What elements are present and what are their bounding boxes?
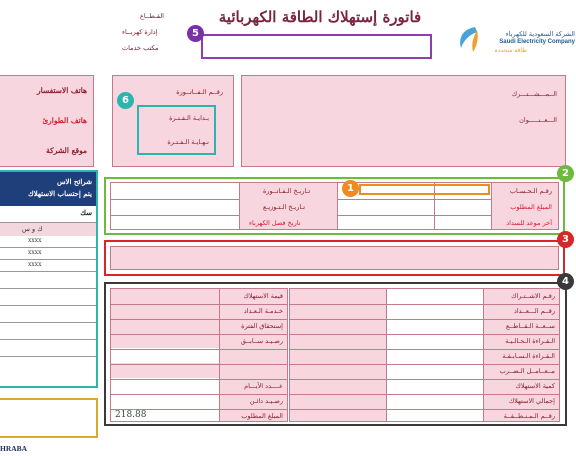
marker-5: 5 [187,25,204,42]
period-end-label: نـهـايـة الـفـتـرة [167,138,209,146]
last-payment-date-label: آخر موعد للسداد [506,219,552,227]
meter-label: إجمالي الاستهلاك [508,397,555,405]
notice-box [104,240,565,276]
invoice-number-label: رقــم الـفــاتــورة [176,88,223,96]
company-site-label: موقع الشركة [46,146,87,155]
charge-label: خـدمـة الـعـداد [243,307,283,315]
company-name-ar: الشركة السعودية للكهرباء [505,30,575,38]
tariff-title-line2: يتم إحتساب الاستهلاك [27,189,92,198]
logo-icon [455,24,481,54]
charge-label: المبلغ المطلوب [241,412,283,420]
charge-label: إستحقاق الفترة [241,322,283,330]
account-number-label: رقـم الـحـسـاب [509,187,552,195]
tariff-value: xxxx [28,237,42,244]
period-highlight-box [137,105,216,155]
meter-label: الـقـراءة الـسـابـقـة [502,352,555,360]
tariff-row [0,306,96,323]
subscriber-box [241,75,566,167]
charge-label: عــــدد الأيـــام [244,382,283,390]
region-label: القـطــاع [140,12,164,20]
meter-label: رقــم الـمـنـطــقــة [503,412,555,420]
charges-table [110,288,288,422]
meter-label: مــعــامــل الـضــرب [499,367,555,375]
invoice-date-label: تـاريـخ الـفـاتــورة [263,187,311,195]
tariff-row [0,272,96,289]
invoice-period-box [112,75,234,167]
footer-text: HRABA [0,444,28,453]
charge-label: قيمة الاستهلاك [243,292,283,300]
marker-6: 6 [117,92,134,109]
tariff-table [0,170,98,388]
tariff-row [0,289,96,306]
tariff-row [0,260,96,272]
disconnect-date-label: تاريخ فصل الكهرباء [249,219,301,227]
company-slogan: طاقة متجددة [494,47,527,54]
meter-label: كمية الاستهلاك [515,382,555,390]
tariff-header [0,172,96,206]
charge-label: رصـيـد ســابــق [240,337,283,345]
tariff-column-label: ك و س [22,225,43,233]
inquiry-phone-label: هاتف الاستفسار [36,86,87,95]
account-dates-box [104,177,565,235]
meter-label: رقــم الـــعــداد [513,307,555,315]
tariff-row [0,248,96,260]
marker-4: 4 [557,273,574,290]
tariff-column-header [0,222,96,236]
period-start-label: بـدايـة الـفـتـرة [169,114,209,122]
account-number-field-highlight [359,184,490,195]
tariff-value: xxxx [28,261,42,268]
subscriber-label: الــمـــشـــتـــرك [511,90,557,98]
marker-2: 2 [557,165,574,182]
tariff-row [0,323,96,340]
header-placeholder-box [201,34,432,59]
tariff-row [0,340,96,357]
tariff-sub-label: سك [80,208,92,217]
amount-due-value: 218.88 [115,410,147,420]
distribution-date-label: تـاريـخ الـتـوزيـع [263,203,306,211]
address-label: الـــعــنـــــوان [519,116,557,124]
account-grid [110,182,559,230]
office-label: مكتب خدمات [122,44,159,52]
company-logo [455,20,575,64]
charge-label: رصـيـد دائـن [249,397,283,405]
contact-box [0,75,94,167]
meter-charges-box [104,282,567,426]
meter-label: ســعــة الـقــاطــع [506,322,555,330]
emergency-phone-label: هاتف الطوارئ [42,116,87,125]
company-name-en: Saudi Electricity Company [499,39,575,45]
meter-label: رقـم الاشــتـراك [511,292,555,300]
tariff-row [0,236,96,248]
meter-table [289,288,560,422]
tariff-title-line1: شرائح الاس [56,177,92,186]
marker-3: 3 [557,231,574,248]
amount-due-label: المبلغ المطلوب [510,203,552,211]
yellow-box [0,398,98,438]
tariff-value: xxxx [28,249,42,256]
admin-label: إدارة كهربــاء [122,28,158,36]
invoice-title: فاتورة إستهلاك الطاقة الكهربائية [218,8,422,26]
marker-1: 1 [342,180,359,197]
meter-label: الـقـراءة الـحـالـيـة [505,337,555,345]
